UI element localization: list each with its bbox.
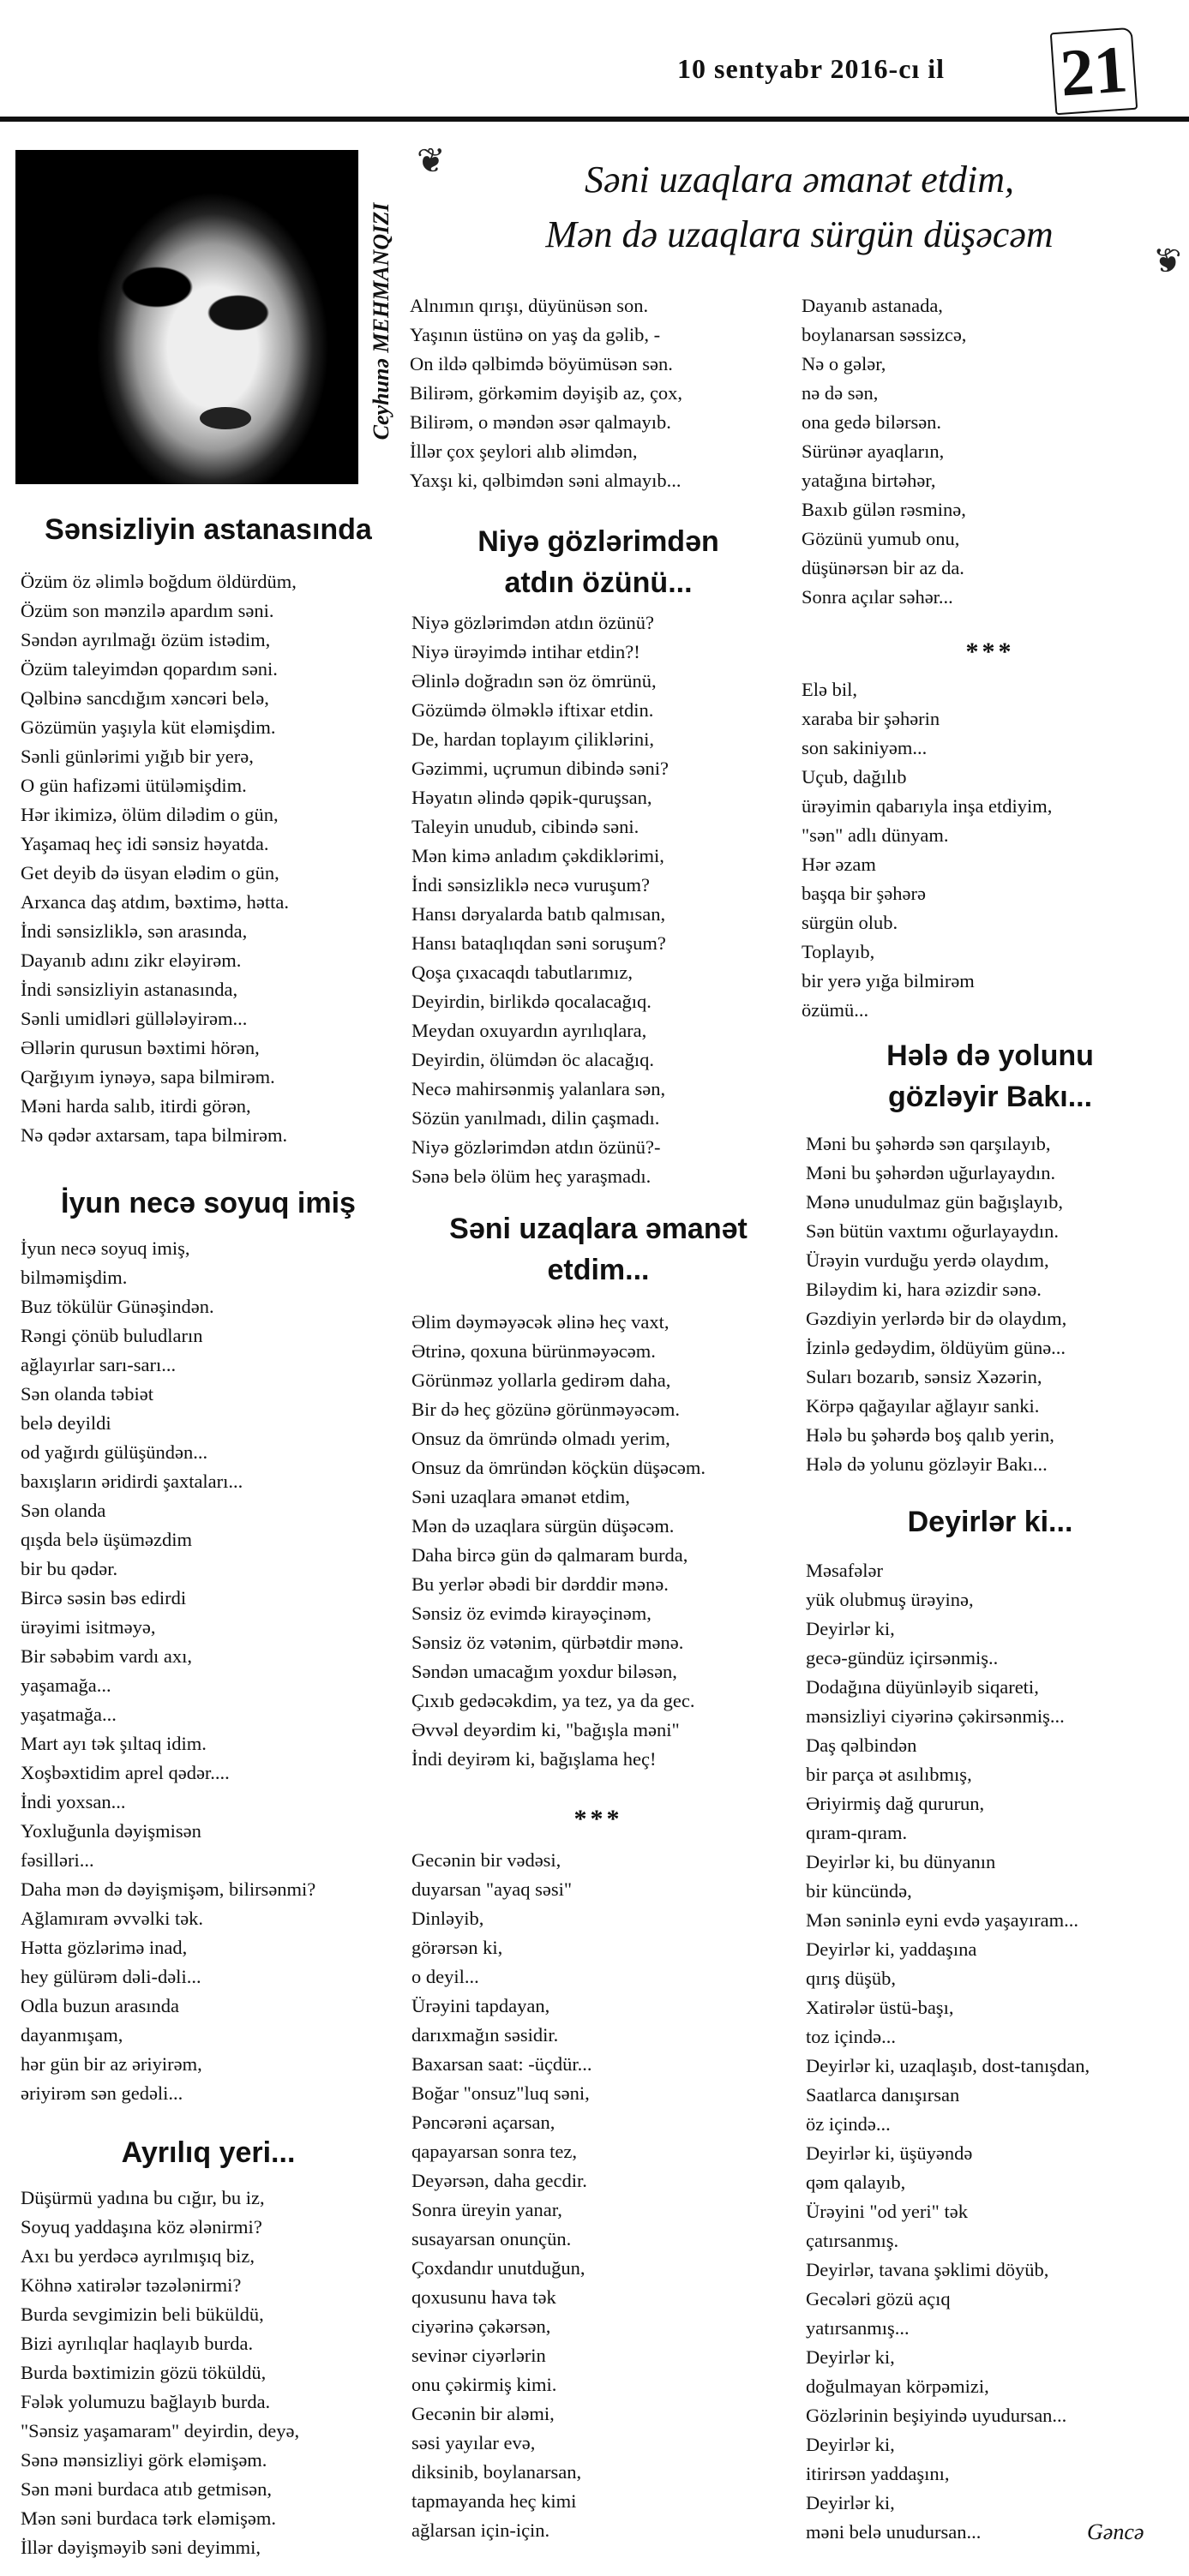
poem-line: Əlim dəyməyəcək əlinə heç vaxt, <box>411 1311 670 1333</box>
poem-line: qapayarsan sonra tez, <box>411 2141 578 2162</box>
poem-line: Hansı dəryalarda batıb qalmısan, <box>411 903 666 925</box>
poem-line: Əllərin qurusun bəxtimi hörən, <box>21 1037 260 1058</box>
poem-line: İndi deyirəm ki, bağışlama heç! <box>411 1748 657 1770</box>
poem-title: Sənsizliyin astanasında <box>45 513 372 546</box>
poem-line: itirirsən yaddaşını, <box>806 2463 950 2484</box>
poem-line: səsi yayılar evə, <box>411 2432 536 2453</box>
poem-line: Alnımın qırışı, düyünüsən son. <box>410 295 649 316</box>
poem-line: Baxıb gülən rəsminə, <box>802 499 966 520</box>
poem-line: Biləydim ki, hara əzizdir sənə. <box>806 1279 1042 1300</box>
poem-line: susayarsan onunçün. <box>411 2228 572 2250</box>
poem-line: Gözümdə ölməklə iftixar etdin. <box>411 699 654 721</box>
poem-line: Gəzdiyin yerlərdə bir də olaydım, <box>806 1308 1067 1329</box>
poem-line: "Sənsiz yaşamaram" deyirdin, deyə, <box>21 2420 300 2441</box>
poem-line: Sənə mənsizliyi görk eləmişəm. <box>21 2449 267 2471</box>
poem-line: Məni bu şəhərdə sən qarşılayıb, <box>806 1133 1051 1154</box>
poem-line: düşünərsən bir az da. <box>802 557 964 578</box>
poem-line: Onsuz da ömründən köçkün düşəcəm. <box>411 1457 706 1478</box>
poem-line: məni belə unudursan... <box>806 2521 982 2543</box>
poem-line: Sənsiz öz vətənim, qürbətdir mənə. <box>411 1632 684 1653</box>
poem-line: Görünməz yollarla gedirəm daha, <box>411 1369 671 1391</box>
poem-line: Meydan oxuyardın ayrılıqlara, <box>411 1020 647 1041</box>
poem-line: Köhnə xatirələr təzələnirmi? <box>21 2274 242 2296</box>
poem-line: Əlinlə doğradın sən öz ömrünü, <box>411 670 657 692</box>
poem-line: O gün hafizəmi ütüləmişdim. <box>21 775 247 796</box>
poem-title: Hələ də yolunu gözləyir Bakı... <box>886 1039 1094 1113</box>
author-photo <box>15 150 358 484</box>
poem-line: o deyil... <box>411 1966 479 1987</box>
poem-line: özümü... <box>802 999 869 1021</box>
poem-line: Fələk yolumuzu bağlayıb burda. <box>21 2391 271 2412</box>
poem-sensizliyin <box>21 567 297 1150</box>
poem-line: Burda sevgimizin beli büküldü, <box>21 2303 264 2325</box>
poem-line: Boğar "onsuz"luq səni, <box>411 2082 590 2104</box>
poem-line: yaşamağa... <box>21 1674 111 1696</box>
poem-line: Deyirlər ki, <box>806 2492 895 2513</box>
poem-line: Yaxşı ki, qəlbimdən səni almayıb... <box>410 470 682 491</box>
poem-line: bir bu qədər. <box>21 1558 118 1579</box>
poem-line: qəm qalayıb, <box>806 2172 906 2193</box>
poem-line: Ağlamıram əvvəlki tək. <box>21 1908 204 1929</box>
poem-line: boylanarsan səssizcə, <box>802 324 967 345</box>
poem-line: İzinlə gedəydim, öldüyüm günə... <box>806 1337 1066 1358</box>
poem-line: Niyə ürəyimdə intihar etdin?! <box>411 641 640 662</box>
poem-line: Niyə gözlərimdən atdın özünü?- <box>411 1136 661 1158</box>
poem-line: Deyirlər ki, <box>806 1618 895 1639</box>
poem-iyun <box>21 1234 315 2108</box>
poem-line: Taleyin unudub, cibində səni. <box>411 816 640 837</box>
poem-line: ürəyimin qabarıyla inşa etdiyim, <box>802 795 1053 817</box>
poem-line: Özüm öz əlimlə boğdum öldürdüm, <box>21 571 297 592</box>
poem-line: Daha mən də dəyişmişəm, bilirsənmi? <box>21 1878 316 1900</box>
poem-hele <box>806 1129 1066 1479</box>
poem-gecenin <box>411 1846 592 2545</box>
poem-line: darıxmağın səsidir. <box>411 2024 559 2046</box>
poem-line: Elə bil, <box>802 679 857 700</box>
poem-line: Yoxluğunla dəyişmisən <box>21 1820 201 1842</box>
motto-line: Mən də uzaqlara sürgün düşəcəm <box>545 213 1054 255</box>
poem-line: Sonra açılar səhər... <box>802 586 953 608</box>
poem-line: Deyirlər, tavana şəklimi döyüb, <box>806 2259 1049 2280</box>
poem-line: Deyirlər ki, <box>806 2346 895 2368</box>
poem-line: Hələ bu şəhərdə boş qalıb yerin, <box>806 1424 1054 1446</box>
poem-line: Gözümün yaşıyla küt eləmişdim. <box>21 716 276 738</box>
poem-line: xaraba bir şəhərin <box>802 708 940 729</box>
poem-niye <box>411 608 669 1191</box>
poem-line: Sonra üreyin yanar, <box>411 2199 562 2220</box>
poem-line: bir parça ət asılıbmış, <box>806 1764 972 1785</box>
poem-line: Qəlbinə sancdığım xəncəri belə, <box>21 687 269 709</box>
poem-line: toz içində... <box>806 2026 896 2047</box>
motto-line: Səni uzaqlara əmanət etdim, <box>584 159 1015 201</box>
poem-line: Hələ də yolunu gözləyir Bakı... <box>806 1453 1048 1475</box>
poem-line: Bilirəm, o məndən əsər qalmayıb. <box>410 411 671 433</box>
poem-line: ağlarsan için-için. <box>411 2519 550 2541</box>
poem-title: Deyirlər ki... <box>907 1506 1073 1538</box>
poem-line: Deyirlər ki, bu dünyanın <box>806 1851 996 1872</box>
poem-line: sevinər ciyərlərin <box>411 2345 546 2366</box>
poem-line: Dayanıb adını zikr eləyirəm. <box>21 950 242 971</box>
poem-line: od yağırdı gülüşündən... <box>21 1441 208 1463</box>
poem-line: Səndən ayrılmağı özüm istədim, <box>21 629 271 650</box>
poem-line: Gözlərinin beşiyində uyudursan... <box>806 2405 1067 2426</box>
poem-line: Sən bütün vaxtımı oğurlayaydın. <box>806 1220 1059 1242</box>
poem-ayriliq <box>21 2184 299 2562</box>
poem-line: Deyirdin, birlikdə qocalacağıq. <box>411 991 652 1012</box>
poem-line: Odla buzun arasında <box>21 1995 179 2016</box>
poem-line: Əvvəl deyərdim ki, "bağışla məni" <box>411 1719 680 1740</box>
poem-line: əriyirəm sən gedəli... <box>21 2082 183 2104</box>
poem-line: onu çəkirmiş kimi. <box>411 2374 557 2395</box>
poem-line: Deyirdin, ölümdən öc alacağıq. <box>411 1049 655 1070</box>
poem-line: Mart ayı tək şıltaq idim. <box>21 1733 207 1754</box>
poem-title: İyun necə soyuq imiş <box>61 1187 356 1219</box>
poem-line: Hər ikimizə, ölüm dilədim o gün, <box>21 804 279 825</box>
poem-line: Özüm son mənzilə apardım səni. <box>21 600 274 621</box>
poem-line: bir küncündə, <box>806 1880 912 1902</box>
poem-line: Səni uzaqlara əmanət etdim, <box>411 1486 630 1507</box>
poem-line: doğulmayan körpəmizi, <box>806 2375 989 2397</box>
poem-line: yaşatmağa... <box>21 1704 117 1725</box>
poem-line: Sən olanda təbiət <box>21 1383 153 1405</box>
poem-line: Yaşamaq heç idi sənsiz həyatda. <box>21 833 269 854</box>
poem-line: bir yerə yığa bilmirəm <box>802 970 975 991</box>
poem-line: Gəzimmi, uçrumun dibində səni? <box>411 758 669 779</box>
motto-box <box>417 141 1182 280</box>
poem-line: Baxarsan saat: -üçdür... <box>411 2053 592 2075</box>
poem-line: Axı bu yerdəcə ayrılmışıq biz, <box>21 2245 255 2267</box>
poem-line: yatırsanmış... <box>806 2317 910 2339</box>
poem-line: Ətrinə, qoxuna bürünməyəcəm. <box>411 1340 656 1362</box>
poem-line: Soyuq yaddaşına köz ələnirmi? <box>21 2216 262 2238</box>
poem-line: Uçub, dağılıb <box>802 766 907 788</box>
poem-line: İyun necə soyuq imiş, <box>21 1237 190 1259</box>
poem-line: Ürəyini tapdayan, <box>411 1995 550 2016</box>
poem-line: baxışların əridirdi şaxtaları... <box>21 1471 243 1492</box>
poem-line: Niyə gözlərimdən atdın özünü? <box>411 612 655 633</box>
poem-line: Mən səni burdaca tərk eləmişəm. <box>21 2507 277 2529</box>
poem-line: Gecələri gözü açıq <box>806 2288 951 2309</box>
poem-line: Çoxdandır unutduğun, <box>411 2257 585 2279</box>
poem-line: Deyirlər ki, uzaqlaşıb, dost-tanışdan, <box>806 2055 1090 2076</box>
poem-line: belə deyildi <box>21 1412 111 1434</box>
poem-line: Suları bozarıb, sənsiz Xəzərin, <box>806 1366 1042 1387</box>
poem-line: İllər dəyişməyib səni deyimmi, <box>21 2537 261 2558</box>
poem-title: Ayrılıq yeri... <box>121 2136 296 2169</box>
poem-line: Deyirlər ki, yaddaşına <box>806 1938 977 1960</box>
poem-line: İndi sənsizliklə, sən arasında, <box>21 920 248 942</box>
poem-line: Mən kimə anladım çəkdiklərimi, <box>411 845 664 866</box>
poem-line: Xoşbəxtidim aprel qədər.... <box>21 1762 230 1783</box>
poem-line: çatırsanmış. <box>806 2230 899 2251</box>
poem-line: ciyərinə çəkərsən, <box>411 2315 551 2337</box>
poem-line: Bir də heç gözünə görünməyəcəm. <box>411 1399 681 1420</box>
poem-line: Saatlarca danışırsan <box>806 2084 960 2106</box>
poem-line: duyarsan "ayaq səsi" <box>411 1878 573 1900</box>
poem-line: Qarğıyım iynəyə, sapa bilmirəm. <box>21 1066 275 1087</box>
poem-line: Arxanca daş atdım, bəxtimə, hətta. <box>21 891 290 913</box>
poem-line: Rəngi çönüb buludların <box>21 1325 203 1346</box>
poem-line: Sənsiz öz evimdə kirayəçinəm, <box>411 1603 652 1624</box>
poem-line: Xatirələr üstü-başı, <box>806 1997 954 2018</box>
poem-line: Burda bəxtimizin gözü töküldü, <box>21 2362 267 2383</box>
poem-title: Niyə gözlərimdən atdın özünü... <box>477 525 719 599</box>
section-separator: *** <box>573 1805 623 1833</box>
poem-line: sürgün olub. <box>802 912 898 933</box>
poem-line: Gözünü yumub onu, <box>802 528 960 549</box>
poem-line: Məsafələr <box>806 1560 883 1581</box>
poem-line: Bizi ayrılıqlar haqlayıb burda. <box>21 2333 254 2354</box>
poem-col3-top <box>802 291 966 612</box>
poem-line: Hər əzam <box>802 854 876 875</box>
poem-line: Sənli umidləri güllələyirəm... <box>21 1008 248 1029</box>
poem-line: Hansı bataqlıqdan səni soruşum? <box>411 932 666 954</box>
poem-line: ağlayırlar sarı-sarı... <box>21 1354 177 1375</box>
poem-line: De, hardan toplayım çiliklərini, <box>411 728 655 750</box>
poem-seni <box>411 1308 706 1774</box>
poem-line: bilməmişdim. <box>21 1267 128 1288</box>
poem-line: Bilirəm, görkəmim dəyişib az, çox, <box>410 382 683 404</box>
poem-line: "sən" adlı dünyam. <box>802 824 949 846</box>
poem-line: Sözün yanılmadı, dilin çaşmadı. <box>411 1107 660 1129</box>
poem-line: İndi sənsizliklə necə vuruşum? <box>411 874 651 896</box>
poem-line: Gecənin bir vədəsi, <box>411 1849 561 1871</box>
poem-line: gecə-gündüz içirsənmiş.. <box>806 1647 999 1668</box>
poem-line: Daş qəlbindən <box>806 1734 917 1756</box>
poem-line: Məni bu şəhərdən uğurlayaydın. <box>806 1162 1056 1183</box>
poem-line: Əriyirmiş dağ qururun, <box>806 1793 985 1814</box>
poem-line: görərsən ki, <box>411 1937 503 1958</box>
poem-line: Körpə qağayılar ağlayır sanki. <box>806 1395 1040 1417</box>
poem-line: öz içində... <box>806 2113 891 2135</box>
poem-line: Bu yerlər əbədi bir dərddir mənə. <box>411 1573 669 1595</box>
poem-line: Nə qədər axtarsam, tapa bilmirəm. <box>21 1124 288 1146</box>
poem-line: Hətta gözlərimə inad, <box>21 1937 188 1958</box>
poem-line: Səndən umacağım yoxdur biləsən, <box>411 1661 677 1682</box>
poem-line: Bir səbəbim vardı axı, <box>21 1645 192 1667</box>
flourish-icon: ❦ <box>1153 242 1182 280</box>
poem-line: hər gün bir az əriyirəm, <box>21 2053 202 2075</box>
poem-line: Deyərsən, daha gecdir. <box>411 2170 587 2191</box>
poem-line: Sənli günlərimi yığıb bir yerə, <box>21 746 254 767</box>
poem-line: ona gedə bilərsən. <box>802 411 942 433</box>
poem-line: Buz tökülür Günəşindən. <box>21 1296 214 1317</box>
poem-line: Dinləyib, <box>411 1908 484 1929</box>
poem-line: Pəncərəni açarsan, <box>411 2112 555 2133</box>
poem-line: Nə o gələr, <box>802 353 886 374</box>
poem-line: tapmayanda heç kimi <box>411 2490 577 2512</box>
flourish-icon: ❦ <box>417 141 446 180</box>
poem-line: qırış düşüb, <box>806 1968 897 1989</box>
poem-elebil <box>802 675 1052 1025</box>
poem-line: İndi yoxsan... <box>21 1791 126 1812</box>
poem-line: Onsuz da ömründə olmadı yerim, <box>411 1428 670 1449</box>
poem-line: Mənə unudulmaz gün bağışlayıb, <box>806 1191 1063 1213</box>
poem-line: başqa bir şəhərə <box>802 883 926 904</box>
poem-line: Sən olanda <box>21 1500 106 1521</box>
poem-line: Deyirlər ki, <box>806 2434 895 2455</box>
poem-line: Toplayıb, <box>802 941 875 962</box>
poem-line: Məni harda salıb, itirdi görən, <box>21 1095 251 1117</box>
poem-line: qıram-qıram. <box>806 1822 908 1843</box>
poem-line: Sürünər ayaqların, <box>802 440 945 462</box>
poem-deyirler <box>806 1556 1090 2547</box>
poem-line: yatağına birtəhər, <box>802 470 936 491</box>
poem-line: On ildə qəlbimdə böyümüsən sən. <box>410 353 673 374</box>
poem-line: hey gülürəm dəli-dəli... <box>21 1966 201 1987</box>
poem-line: Ürəyini "od yeri" tək <box>806 2201 968 2222</box>
poem-line: Dodağına düyünləyib siqareti, <box>806 1676 1039 1698</box>
poem-line: yük olubmuş ürəyinə, <box>806 1589 974 1610</box>
poem-line: Ürəyin vurduğu yerdə olaydım, <box>806 1249 1049 1271</box>
poem-line: qoxusunu hava tək <box>411 2286 556 2308</box>
issue-date: 10 sentyabr 2016-cı il <box>677 53 946 84</box>
poem-line: Düşürmü yadına bu cığır, bu iz, <box>21 2187 265 2208</box>
poem-line: nə də sən, <box>802 382 879 404</box>
poem-line: Sən məni burdaca atıb getmisən, <box>21 2478 273 2500</box>
poem-line: mənsizliyi ciyərinə çəkirsənmiş... <box>806 1705 1065 1727</box>
poem-line: Özüm taleyimdən qopardım səni. <box>21 658 278 680</box>
page-number: 21 <box>1050 27 1138 115</box>
poem-line: Həyatın əlində qəpik-quruşsan, <box>411 787 652 808</box>
poem-line: ürəyimi isitməyə, <box>21 1616 156 1638</box>
poem-title: Səni uzaqlara əmanət etdim... <box>449 1213 748 1286</box>
poem-line: Daha bircə gün də qalmaram burda, <box>411 1544 688 1566</box>
poem-line: Yaşının üstünə on yaş da gəlib, - <box>410 324 661 345</box>
poem-line: İllər çox şeylori alıb əlimdən, <box>410 440 638 462</box>
header-rule <box>0 117 1189 122</box>
poem-line: Get deyib də üsyan elədim o gün, <box>21 862 279 884</box>
poem-line: Çıxıb gedəcəkdim, ya tez, ya da gec. <box>411 1690 695 1711</box>
poem-line: Dayanıb astanada, <box>802 295 943 316</box>
poem-line: Mən səninlə eyni evdə yaşayıram... <box>806 1909 1079 1931</box>
section-separator: *** <box>965 638 1015 666</box>
poem-line: Sənə belə ölüm heç yaraşmadı. <box>411 1165 652 1187</box>
poem-line: son sakiniyəm... <box>802 737 928 758</box>
poem-line: Deyirlər ki, üşüyəndə <box>806 2142 973 2164</box>
poem-line: qışda belə üşüməzdim <box>21 1529 192 1550</box>
poem-line: Mən də uzaqlara sürgün düşəcəm. <box>411 1515 675 1537</box>
author-byline: Ceyhunə MEHMANQIZI <box>369 202 393 440</box>
poem-line: dayanmışam, <box>21 2024 123 2046</box>
poem-line: Gecənin bir aləmi, <box>411 2403 555 2424</box>
poem-line: Bircə səsin bəs edirdi <box>21 1587 187 1609</box>
poem-line: fəsilləri... <box>21 1849 94 1871</box>
poem-line: Necə mahirsənmiş yalanlara sən, <box>411 1078 666 1099</box>
poem-intro <box>410 291 682 495</box>
poem-line: diksinib, boylanarsan, <box>411 2461 582 2483</box>
poem-line: İndi sənsizliyin astanasında, <box>21 979 238 1000</box>
signature-place: Gəncə <box>1087 2519 1144 2544</box>
poem-line: Qoşa çıxacaqdı tabutlarımız, <box>411 962 634 983</box>
